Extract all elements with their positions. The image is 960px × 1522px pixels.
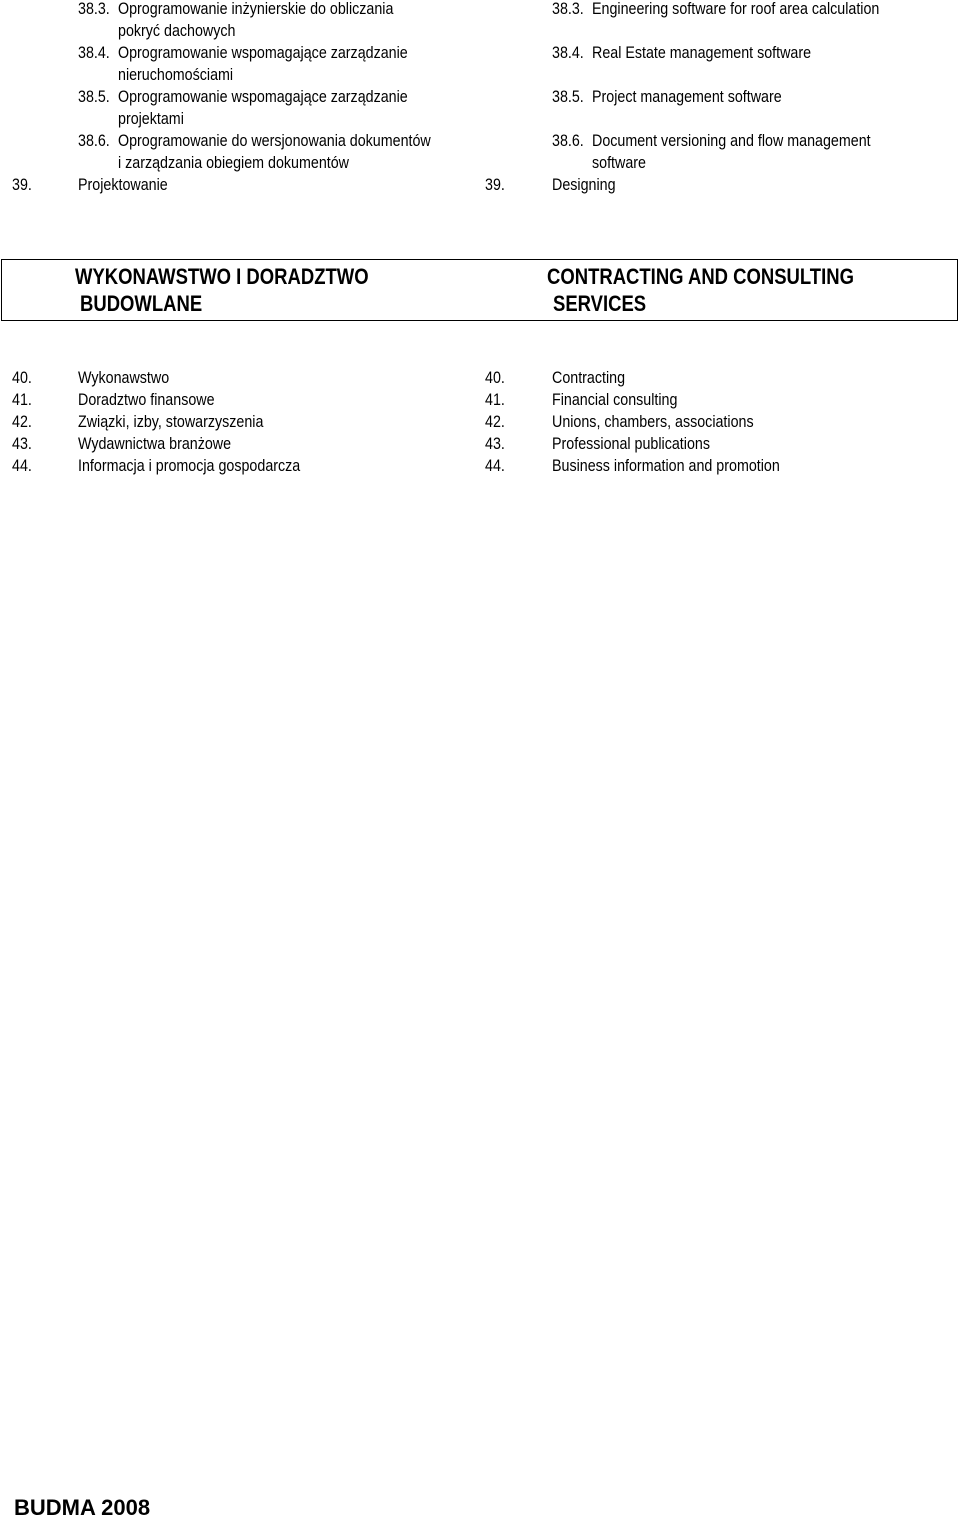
list-item-num: 38.6. <box>78 131 110 150</box>
list-item-label-continued: pokryć dachowych <box>118 21 236 40</box>
list-item-num: 42. <box>485 412 505 431</box>
section-title-en-continued: SERVICES <box>553 291 647 316</box>
list-item-label-continued: nieruchomościami <box>118 65 234 84</box>
list-item-label: Document versioning and flow management <box>592 131 871 150</box>
list-item-num: 39. <box>12 175 32 194</box>
list-item-label: Financial consulting <box>552 390 678 409</box>
list-item-num: 38.3. <box>552 0 584 18</box>
list-item-num: 44. <box>485 456 505 475</box>
list-item-label: Unions, chambers, associations <box>552 412 754 431</box>
list-item-num: 38.6. <box>552 131 584 150</box>
list-item-label-continued: i zarządzania obiegiem dokumentów <box>118 153 349 172</box>
list-item-label: Designing <box>552 175 616 194</box>
list-item-num: 38.4. <box>78 43 110 62</box>
list-item-num: 38.5. <box>552 87 584 106</box>
list-item-num: 41. <box>12 390 32 409</box>
list-item-num: 40. <box>12 368 32 387</box>
list-item-num: 38.5. <box>78 87 110 106</box>
list-item-label: Wykonawstwo <box>78 368 170 387</box>
list-item-label: Oprogramowanie inżynierskie do obliczania <box>118 0 394 18</box>
section-title-pl: WYKONAWSTWO I DORADZTWO <box>75 264 369 289</box>
list-item-label: Contracting <box>552 368 626 387</box>
list-item-label: Professional publications <box>552 434 710 453</box>
list-item-label: Wydawnictwa branżowe <box>78 434 232 453</box>
footer-brand: BUDMA 2008 <box>14 1495 151 1520</box>
list-item-num: 42. <box>12 412 32 431</box>
list-item-label-continued: projektami <box>118 109 184 128</box>
list-item-label: Oprogramowanie wspomagające zarządzanie <box>118 43 408 62</box>
list-item-num: 38.4. <box>552 43 584 62</box>
list-item-label: Związki, izby, stowarzyszenia <box>78 412 264 431</box>
section-title-en: CONTRACTING AND CONSULTING <box>547 264 854 289</box>
list-item-num: 43. <box>485 434 505 453</box>
list-item-label: Project management software <box>592 87 782 106</box>
list-item-label-continued: software <box>592 153 646 172</box>
list-item-label: Informacja i promocja gospodarcza <box>78 456 301 475</box>
list-item-label: Projektowanie <box>78 175 168 194</box>
list-item-label: Real Estate management software <box>592 43 812 62</box>
list-item-label: Oprogramowanie do wersjonowania dokumentów <box>118 131 431 150</box>
list-item-num: 41. <box>485 390 505 409</box>
list-item-num: 40. <box>485 368 505 387</box>
list-item-num: 44. <box>12 456 32 475</box>
section-title-pl-continued: BUDOWLANE <box>80 291 203 316</box>
list-item-num: 38.3. <box>78 0 110 18</box>
list-item-label: Doradztwo finansowe <box>78 390 215 409</box>
list-item-label: Engineering software for roof area calculation <box>592 0 880 18</box>
list-item-label: Oprogramowanie wspomagające zarządzanie <box>118 87 408 106</box>
list-item-label: Business information and promotion <box>552 456 780 475</box>
section-header-box <box>1 259 958 321</box>
list-item-num: 43. <box>12 434 32 453</box>
list-item-num: 39. <box>485 175 505 194</box>
